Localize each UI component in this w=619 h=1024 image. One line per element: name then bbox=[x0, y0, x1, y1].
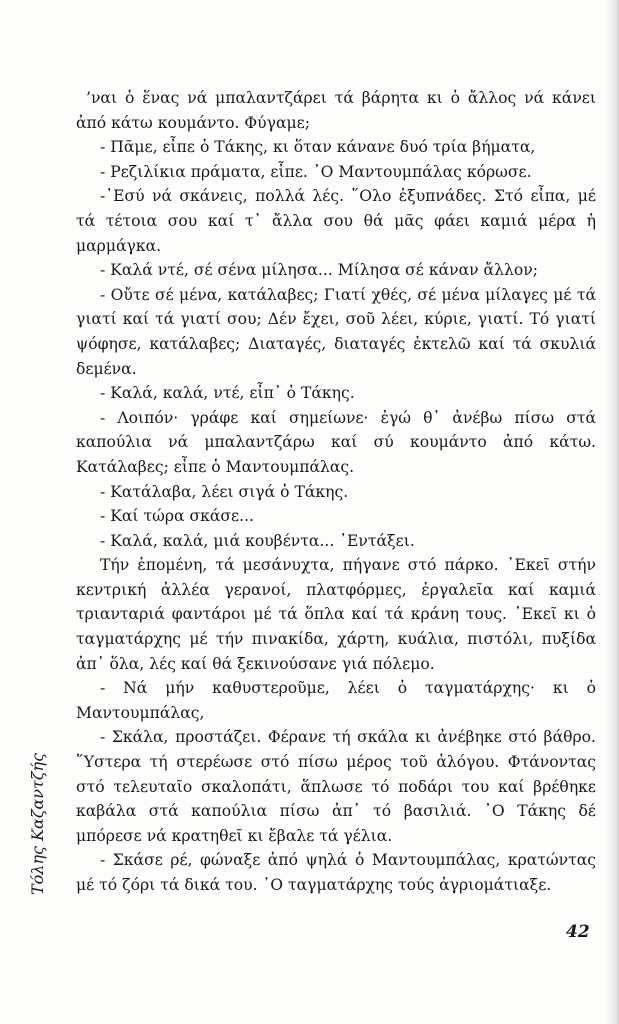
paragraph-6: - Οὔτε σέ μένα, κατάλαβες; Γιατί χθές, σέ μένα μίλαγες μέ τά γιατί καί τά γιατί σου; Δέν ἔχει, σοῦ λέει, κύριε, γιατί. Τό γιατί ψόφησε, κατάλαβες; Διαταγές, διαταγές ἐκτελῶ καί τά σκυλιά δεμένα. bbox=[76, 285, 596, 378]
paragraph-13: - Νά μήν καθυστεροῦμε, λέει ὁ ταγματάρχης· κι ὁ Μαντουμπάλας, bbox=[76, 679, 596, 722]
paragraph-8: - Λοιπόν· γράφε καί σημείωνε· ἐγώ θ᾿ ἀνέβω πίσω στά καπούλια νά μπαλαντζάρω καί σύ κουμάντο ἀπό κάτω. Κατάλαβες; εἶπε ὁ Μαντουμπάλας. bbox=[76, 408, 596, 476]
page-edge-shadow bbox=[605, 0, 619, 1024]
body-text bbox=[76, 86, 596, 898]
paragraph-11: - Καλά, καλά, μιά κουβέντα... ᾿Εντάξει. bbox=[100, 531, 415, 550]
paragraph-1: ’ναι ὁ ἕνας νά μπαλαντζάρει τά βάρητα κι ὁ ἄλλος νά κάνει ἀπό κάτω κουμάντο. Φύγαμε; bbox=[76, 89, 596, 132]
paragraph-12: Τήν ἑπομένη, τά μεσάνυχτα, πήγανε στό πάρκο. ᾿Εκεῖ στήν κεντρική ἀλλέα γερανοί, πλατφόρμες, ἐργαλεῖα καί καμιά τριανταριά φαντάροι μέ τά ὅπλα καί τά κράνη τους. ᾿Εκεῖ κι ὁ ταγματάρχης μέ τήν πινακίδα, χάρτη, κυάλια, πιστόλι, πυξίδα ἀπ᾿ ὅλα, λές καί θά ξεκινούσανε γιά πόλεμο. bbox=[76, 556, 596, 673]
paragraph-4: -᾿Εσύ νά σκάνεις, πολλά λές. ῞Ολο ἐξυπνάδες. Στό εἶπα, μέ τά τέτοια σου καί τ᾿ ἄλλα σου θά μᾶς φάει καμιά μέρα ἡ μαρμάγκα. bbox=[76, 187, 596, 255]
paragraph-5: - Καλά ντέ, σέ σένα μίλησα... Μίλησα σέ κάναν ἄλλον; bbox=[100, 261, 538, 280]
paragraph-9: - Κατάλαβα, λέει σιγά ὁ Τάκης. bbox=[100, 482, 349, 501]
paragraph-15: - Σκάσε ρέ, φώναξε ἀπό ψηλά ὁ Μαντουμπάλας, κρατώντας μέ τό ζόρι τά δικά του. ᾿Ο ταγματάρχης τούς ἀγριομάτιαξε. bbox=[76, 851, 596, 894]
paragraph-3: - Ρεζιλίκια πράματα, εἶπε. ᾿Ο Μαντουμπάλας κόρωσε. bbox=[100, 162, 532, 181]
paragraph-7: - Καλά, καλά, ντέ, εἶπ᾿ ὁ Τάκης. bbox=[100, 384, 355, 403]
paragraph-14: - Σκάλα, προστάζει. Φέρανε τή σκάλα κι ἀνέβηκε στό βάθρο. ῞Υστερα τή στερέωσε στό πίσω μέρος τοῦ ἀλόγου. Φτάνοντας στό τελευταῖο σκαλοπάτι, ἅπλωσε τό ποδάρι του καί βρέθηκε καβάλα στά καπούλια πίσω ἀπ᾿ τό βασιλιά. ᾿Ο Τάκης δέ μπόρεσε νά κρατηθεῖ κι ἔβαλε τά γέλια. bbox=[76, 728, 596, 845]
paragraph-10: - Καί τώρα σκάσε... bbox=[100, 507, 254, 526]
page-number: 42 bbox=[566, 922, 590, 942]
paragraph-2: - Πᾶμε, εἶπε ὁ Τάκης, κι ὅταν κάνανε δυό τρία βήματα, bbox=[100, 138, 536, 157]
author-name-vertical: Τόλης Καζαντζής bbox=[28, 752, 47, 895]
